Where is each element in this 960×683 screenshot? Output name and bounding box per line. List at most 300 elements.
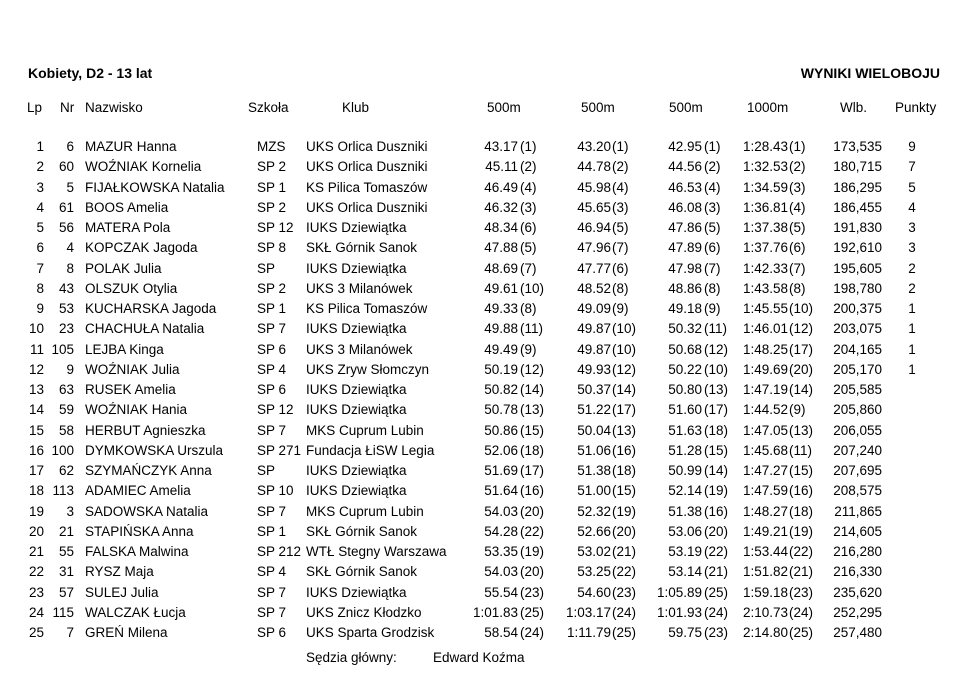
row-wlb: 235,620: [833, 584, 882, 600]
row-place-500m-1: (20): [520, 564, 545, 580]
row-time-500m-1: 46.32: [484, 199, 518, 215]
row-place-500m-3: (12): [704, 341, 729, 357]
row-place-500m-3: (7): [704, 260, 721, 276]
row-place-1000m: (4): [789, 199, 806, 215]
row-place-500m-2: (7): [612, 240, 629, 256]
row-time-500m-3: 50.80: [668, 382, 702, 397]
row-time-500m-1: 47.88: [484, 240, 518, 256]
row-time-500m-1: 49.49: [484, 341, 518, 357]
table-row: [0, 402, 960, 422]
row-name: GREŃ Milena: [85, 625, 168, 640]
row-place-1000m: (16): [789, 483, 814, 499]
row-wlb: 192,610: [833, 240, 882, 256]
row-place-500m-2: (5): [612, 220, 629, 235]
row-time-500m-3: 50.32: [668, 321, 702, 337]
row-wlb: 200,375: [833, 301, 882, 316]
row-place-1000m: (11): [789, 442, 813, 458]
row-place-500m-2: (2): [612, 159, 629, 175]
row-wlb: 186,295: [833, 179, 882, 195]
col-header-500m-3: 500m: [669, 100, 703, 115]
row-lp: 5: [36, 220, 44, 235]
row-number: 58: [58, 422, 74, 438]
referee-name: Edward Koźma: [433, 650, 525, 665]
row-time-1000m: 1:44.52: [742, 402, 788, 418]
row-name: DYMKOWSKA Urszula: [85, 442, 224, 458]
row-wlb: 173,535: [833, 139, 882, 154]
row-time-500m-3: 49.18: [668, 301, 702, 316]
table-row: [0, 301, 960, 321]
row-place-500m-2: (10): [612, 341, 637, 357]
table-row: [0, 342, 960, 362]
row-place-1000m: (9): [789, 402, 806, 418]
row-name: MATERA Pola: [85, 220, 171, 235]
row-name: SZYMAŃCZYK Anna: [85, 463, 212, 478]
table-row: [0, 605, 960, 625]
row-time-1000m: 1:28.43: [742, 139, 788, 154]
row-name: CHACHUŁA Natalia: [85, 321, 205, 337]
row-wlb: 203,075: [833, 321, 882, 337]
row-number: 23: [58, 321, 74, 337]
row-time-500m-2: 48.52: [577, 280, 611, 296]
row-place-500m-1: (22): [520, 523, 545, 539]
row-time-500m-1: 48.69: [484, 260, 518, 276]
row-school: SP 12: [257, 220, 294, 235]
row-lp: 9: [36, 301, 44, 316]
row-name: WOŹNIAK Julia: [85, 361, 180, 377]
row-time-500m-2: 52.32: [577, 503, 611, 519]
table-row: [0, 585, 960, 605]
row-time-500m-3: 59.75: [668, 625, 702, 640]
col-header-500m-1: 500m: [487, 100, 521, 115]
row-place-500m-3: (15): [704, 442, 729, 458]
row-time-500m-3: 52.14: [668, 483, 702, 499]
row-name: OLSZUK Otylia: [85, 280, 178, 296]
row-wlb: 205,170: [833, 361, 882, 377]
row-place-500m-1: (11): [520, 321, 544, 337]
row-wlb: 198,780: [833, 280, 882, 296]
row-time-500m-1: 51.64: [484, 483, 518, 499]
table-row: [0, 483, 960, 503]
row-club: SKŁ Górnik Sanok: [306, 564, 418, 580]
row-wlb: 207,240: [833, 442, 882, 458]
row-points: 1: [908, 321, 916, 337]
row-name: KOPCZAK Jagoda: [85, 240, 198, 256]
row-place-500m-3: (16): [704, 503, 729, 519]
row-club: KS Pilica Tomaszów: [306, 301, 428, 316]
row-time-500m-1: 50.19: [484, 361, 518, 377]
row-name: WOŹNIAK Hania: [85, 402, 188, 418]
row-place-500m-1: (2): [520, 159, 537, 175]
row-number: 6: [66, 139, 74, 154]
row-club: KS Pilica Tomaszów: [306, 179, 428, 195]
row-wlb: 257,480: [833, 625, 882, 640]
row-points: 5: [908, 179, 916, 195]
row-time-500m-1: 49.61: [484, 280, 518, 296]
row-place-500m-2: (19): [612, 503, 637, 519]
col-header-500m-2: 500m: [581, 100, 615, 115]
row-number: 7: [66, 625, 74, 640]
table-row: [0, 423, 960, 443]
row-time-1000m: 1:45.68: [742, 442, 788, 458]
row-school: SP 7: [257, 422, 287, 438]
row-time-500m-2: 54.60: [577, 584, 611, 600]
row-time-1000m: 1:37.76: [742, 240, 788, 256]
col-header-points: Punkty: [895, 100, 937, 115]
row-place-500m-3: (20): [704, 523, 729, 539]
row-club: UKS Sparta Grodzisk: [306, 625, 435, 640]
row-place-500m-3: (21): [704, 564, 729, 580]
row-place-500m-1: (9): [520, 341, 537, 357]
row-name: ADAMIEC Amelia: [85, 483, 191, 499]
row-lp: 21: [28, 544, 44, 559]
row-time-500m-3: 50.68: [668, 341, 702, 357]
row-time-500m-2: 46.94: [577, 220, 611, 235]
col-header-wlb: Wlb.: [840, 100, 867, 115]
row-time-500m-3: 42.95: [668, 139, 702, 154]
row-name: SADOWSKA Natalia: [85, 503, 209, 519]
row-place-1000m: (17): [789, 341, 814, 357]
row-place-500m-1: (17): [520, 463, 545, 478]
row-number: 9: [66, 361, 74, 377]
row-lp: 4: [36, 199, 44, 215]
row-lp: 19: [28, 503, 44, 519]
row-place-500m-2: (14): [612, 382, 637, 397]
col-header-nr: Nr: [60, 100, 75, 115]
row-school: SP 6: [257, 382, 287, 397]
row-number: 31: [58, 564, 74, 580]
row-place-500m-2: (16): [612, 442, 637, 458]
row-number: 43: [58, 280, 74, 296]
row-number: 3: [66, 503, 74, 519]
row-club: UKS Orlica Duszniki: [306, 159, 428, 175]
row-time-500m-2: 51.06: [577, 442, 611, 458]
row-place-500m-1: (16): [520, 483, 545, 499]
row-time-500m-1: 50.86: [484, 422, 518, 438]
row-time-500m-2: 50.04: [577, 422, 611, 438]
row-school: SP 4: [257, 361, 287, 377]
row-club: UKS 3 Milanówek: [306, 280, 413, 296]
row-number: 59: [58, 402, 74, 418]
row-place-500m-1: (25): [520, 604, 545, 620]
referee-label: Sędzia główny:: [306, 650, 397, 665]
row-time-500m-3: 50.22: [668, 361, 702, 377]
row-school: SP: [257, 463, 276, 478]
row-number: 63: [58, 382, 74, 397]
row-place-500m-3: (4): [704, 179, 721, 195]
row-time-500m-2: 50.37: [577, 382, 611, 397]
row-club: IUKS Dziewiątka: [306, 220, 407, 235]
row-wlb: 180,715: [833, 159, 882, 175]
row-place-500m-2: (17): [612, 402, 637, 418]
row-time-1000m: 1:48.27: [742, 503, 788, 519]
row-name: RUSEK Amelia: [85, 382, 176, 397]
row-lp: 1: [36, 139, 44, 154]
row-school: SP 1: [257, 179, 287, 195]
row-club: UKS Orlica Duszniki: [306, 139, 428, 154]
row-time-1000m: 1:49.69: [742, 361, 788, 377]
row-place-1000m: (25): [789, 625, 814, 640]
table-row: [0, 240, 960, 260]
row-club: SKŁ Górnik Sanok: [306, 523, 418, 539]
row-number: 62: [58, 463, 74, 478]
row-time-500m-2: 1:03.17: [565, 604, 611, 620]
row-school: SP 7: [257, 503, 287, 519]
row-number: 115: [52, 604, 74, 620]
category-title: Kobiety, D2 - 13 lat: [28, 65, 153, 81]
row-school: SP 7: [257, 604, 287, 620]
row-lp: 20: [28, 523, 44, 539]
row-club: IUKS Dziewiątka: [306, 402, 407, 418]
row-lp: 14: [28, 402, 44, 418]
row-school: SP 2: [257, 280, 287, 296]
row-name: FIJAŁKOWSKA Natalia: [85, 179, 225, 195]
row-name: BOOS Amelia: [85, 199, 169, 215]
row-place-500m-2: (22): [612, 564, 637, 580]
row-time-1000m: 1:47.19: [742, 382, 788, 397]
row-place-500m-2: (18): [612, 463, 637, 478]
row-place-500m-1: (13): [520, 402, 545, 418]
row-place-500m-3: (18): [704, 422, 729, 438]
row-points: 4: [908, 199, 916, 215]
row-lp: 25: [28, 625, 44, 640]
row-place-500m-3: (24): [704, 604, 729, 620]
col-header-lp: Lp: [27, 100, 43, 115]
row-lp: 23: [28, 584, 44, 600]
row-lp: 6: [36, 240, 44, 256]
row-place-1000m: (22): [789, 544, 814, 559]
row-number: 53: [58, 301, 74, 316]
row-place-500m-2: (21): [612, 544, 637, 559]
row-place-500m-1: (24): [520, 625, 545, 640]
row-place-1000m: (13): [789, 422, 814, 438]
row-time-500m-1: 51.69: [484, 463, 518, 478]
row-place-500m-3: (8): [704, 280, 721, 296]
row-place-500m-1: (15): [520, 422, 545, 438]
row-lp: 18: [28, 483, 44, 499]
row-time-500m-3: 53.06: [668, 523, 702, 539]
row-time-500m-2: 51.22: [577, 402, 611, 418]
report-title: WYNIKI WIELOBOJU: [800, 65, 940, 81]
row-school: MZS: [257, 139, 286, 154]
row-place-500m-3: (25): [704, 584, 729, 600]
row-wlb: 208,575: [833, 483, 882, 499]
row-number: 105: [51, 341, 74, 357]
row-points: 3: [908, 240, 916, 256]
row-place-500m-1: (8): [520, 301, 537, 316]
row-time-500m-3: 51.63: [668, 422, 702, 438]
row-lp: 15: [28, 422, 44, 438]
row-club: IUKS Dziewiątka: [306, 584, 407, 600]
row-wlb: 206,055: [833, 422, 882, 438]
table-row: [0, 524, 960, 544]
table-row: [0, 544, 960, 564]
row-wlb: 204,165: [833, 341, 882, 357]
table-row: [0, 159, 960, 179]
row-club: WTŁ Stegny Warszawa: [306, 544, 447, 559]
row-place-1000m: (24): [789, 604, 814, 620]
row-time-500m-1: 52.06: [484, 442, 518, 458]
row-time-500m-2: 49.87: [577, 321, 611, 337]
row-time-500m-2: 44.78: [577, 159, 611, 175]
row-place-500m-1: (7): [520, 260, 537, 276]
row-school: SP 4: [257, 564, 287, 580]
row-wlb: 207,695: [833, 463, 882, 478]
row-school: SP 271: [257, 442, 302, 458]
row-place-500m-3: (17): [704, 402, 729, 418]
row-time-500m-1: 43.17: [484, 139, 518, 154]
row-place-1000m: (12): [789, 321, 814, 337]
table-row: [0, 139, 960, 159]
row-time-500m-2: 47.96: [577, 240, 611, 256]
row-time-500m-1: 54.03: [484, 564, 518, 580]
row-club: MKS Cuprum Lubin: [306, 422, 424, 438]
row-number: 21: [58, 523, 74, 539]
row-time-1000m: 1:47.05: [742, 422, 788, 438]
row-time-500m-1: 46.49: [484, 179, 518, 195]
row-wlb: 216,280: [833, 544, 882, 559]
row-place-500m-1: (18): [520, 442, 545, 458]
row-time-500m-3: 53.19: [668, 544, 702, 559]
row-time-1000m: 1:59.18: [742, 584, 788, 600]
row-number: 55: [58, 544, 74, 559]
row-time-500m-3: 44.56: [668, 159, 702, 175]
row-time-500m-1: 50.82: [484, 382, 518, 397]
row-points: 3: [908, 220, 916, 235]
row-time-500m-3: 46.53: [668, 179, 702, 195]
row-school: SP: [257, 260, 276, 276]
row-place-500m-3: (19): [704, 483, 729, 499]
row-time-500m-3: 47.98: [668, 260, 702, 276]
row-school: SP 12: [257, 402, 294, 418]
col-header-name: Nazwisko: [85, 100, 143, 115]
row-school: SP 212: [257, 544, 302, 559]
row-time-1000m: 2:10.73: [742, 604, 788, 620]
row-club: IUKS Dziewiątka: [306, 260, 407, 276]
row-place-500m-2: (23): [612, 584, 637, 600]
row-place-1000m: (5): [789, 220, 806, 235]
row-club: IUKS Dziewiątka: [306, 382, 407, 397]
row-time-500m-3: 51.28: [668, 442, 702, 458]
row-place-500m-2: (25): [612, 625, 637, 640]
row-place-1000m: (23): [789, 584, 814, 600]
row-club: UKS Zryw Słomczyn: [306, 361, 430, 377]
row-place-500m-1: (3): [520, 199, 537, 215]
row-time-1000m: 1:32.53: [742, 159, 788, 175]
row-school: SP 7: [257, 584, 287, 600]
row-club: SKŁ Górnik Sanok: [306, 240, 418, 256]
row-time-500m-2: 53.02: [577, 544, 611, 559]
row-school: SP 7: [257, 321, 287, 337]
row-number: 56: [58, 220, 74, 235]
row-name: FALSKA Malwina: [85, 544, 189, 559]
row-number: 8: [66, 260, 74, 276]
row-time-500m-3: 53.14: [668, 564, 702, 580]
table-row: [0, 321, 960, 341]
row-place-1000m: (6): [789, 240, 806, 256]
row-time-500m-1: 54.03: [484, 503, 518, 519]
row-school: SP 6: [257, 341, 287, 357]
row-wlb: 252,295: [833, 604, 882, 620]
row-place-500m-2: (12): [612, 361, 637, 377]
table-row: [0, 564, 960, 584]
row-place-1000m: (3): [789, 179, 806, 195]
row-name: SULEJ Julia: [85, 584, 159, 600]
col-header-1000m: 1000m: [747, 100, 789, 115]
row-place-500m-3: (22): [704, 544, 729, 559]
row-name: WALCZAK Łucja: [85, 604, 186, 620]
row-club: UKS 3 Milanówek: [306, 341, 413, 357]
row-lp: 11: [29, 341, 44, 357]
row-time-500m-1: 50.78: [484, 402, 518, 418]
row-time-500m-3: 51.38: [668, 503, 702, 519]
table-row: [0, 220, 960, 240]
row-lp: 10: [28, 321, 44, 337]
row-time-500m-3: 47.86: [668, 220, 702, 235]
row-time-500m-3: 1:01.93: [656, 604, 702, 620]
row-place-500m-3: (9): [704, 301, 721, 316]
row-time-500m-2: 49.09: [577, 301, 611, 316]
row-time-1000m: 1:45.55: [742, 301, 788, 316]
row-club: UKS Orlica Duszniki: [306, 199, 428, 215]
row-name: STAPIŃSKA Anna: [85, 523, 194, 539]
row-time-500m-2: 45.65: [577, 199, 611, 215]
row-name: MAZUR Hanna: [85, 139, 177, 154]
row-time-500m-1: 53.35: [484, 544, 518, 559]
row-time-500m-3: 46.08: [668, 199, 702, 215]
row-time-500m-2: 45.98: [577, 179, 611, 195]
row-place-500m-3: (13): [704, 382, 729, 397]
row-time-500m-1: 49.88: [484, 321, 518, 337]
row-school: SP 8: [257, 240, 287, 256]
row-time-1000m: 1:48.25: [742, 341, 788, 357]
row-number: 5: [66, 179, 74, 195]
table-row: [0, 463, 960, 483]
row-number: 113: [52, 483, 74, 499]
table-row: [0, 625, 960, 645]
row-place-1000m: (14): [789, 382, 814, 397]
table-row: [0, 362, 960, 382]
row-time-500m-2: 1:11.79: [566, 625, 611, 640]
col-header-school: Szkoła: [248, 100, 289, 115]
row-place-500m-2: (15): [612, 483, 637, 499]
row-name: KUCHARSKA Jagoda: [85, 301, 217, 316]
row-school: SP 1: [257, 523, 287, 539]
row-time-1000m: 2:14.80: [742, 625, 788, 640]
row-time-500m-1: 54.28: [484, 523, 518, 539]
row-lp: 16: [28, 442, 44, 458]
row-time-500m-2: 53.25: [577, 564, 611, 580]
row-time-500m-2: 49.87: [577, 341, 611, 357]
row-time-500m-1: 55.54: [484, 584, 518, 600]
table-row: [0, 261, 960, 281]
row-time-500m-1: 1:01.83: [472, 604, 518, 620]
row-wlb: 205,585: [833, 382, 882, 397]
row-time-500m-3: 51.60: [668, 402, 702, 418]
table-row: [0, 443, 960, 463]
row-wlb: 195,605: [833, 260, 882, 276]
row-time-500m-3: 48.86: [668, 280, 702, 296]
row-school: SP 6: [257, 625, 287, 640]
row-time-500m-2: 47.77: [577, 260, 611, 276]
row-number: 100: [51, 442, 74, 458]
row-club: UKS Znicz Kłodzko: [306, 604, 422, 620]
row-place-500m-1: (6): [520, 220, 537, 235]
row-place-500m-2: (3): [612, 199, 629, 215]
row-place-500m-2: (20): [612, 523, 637, 539]
row-place-500m-3: (5): [704, 220, 721, 235]
row-place-1000m: (20): [789, 361, 814, 377]
row-points: 7: [908, 159, 916, 175]
